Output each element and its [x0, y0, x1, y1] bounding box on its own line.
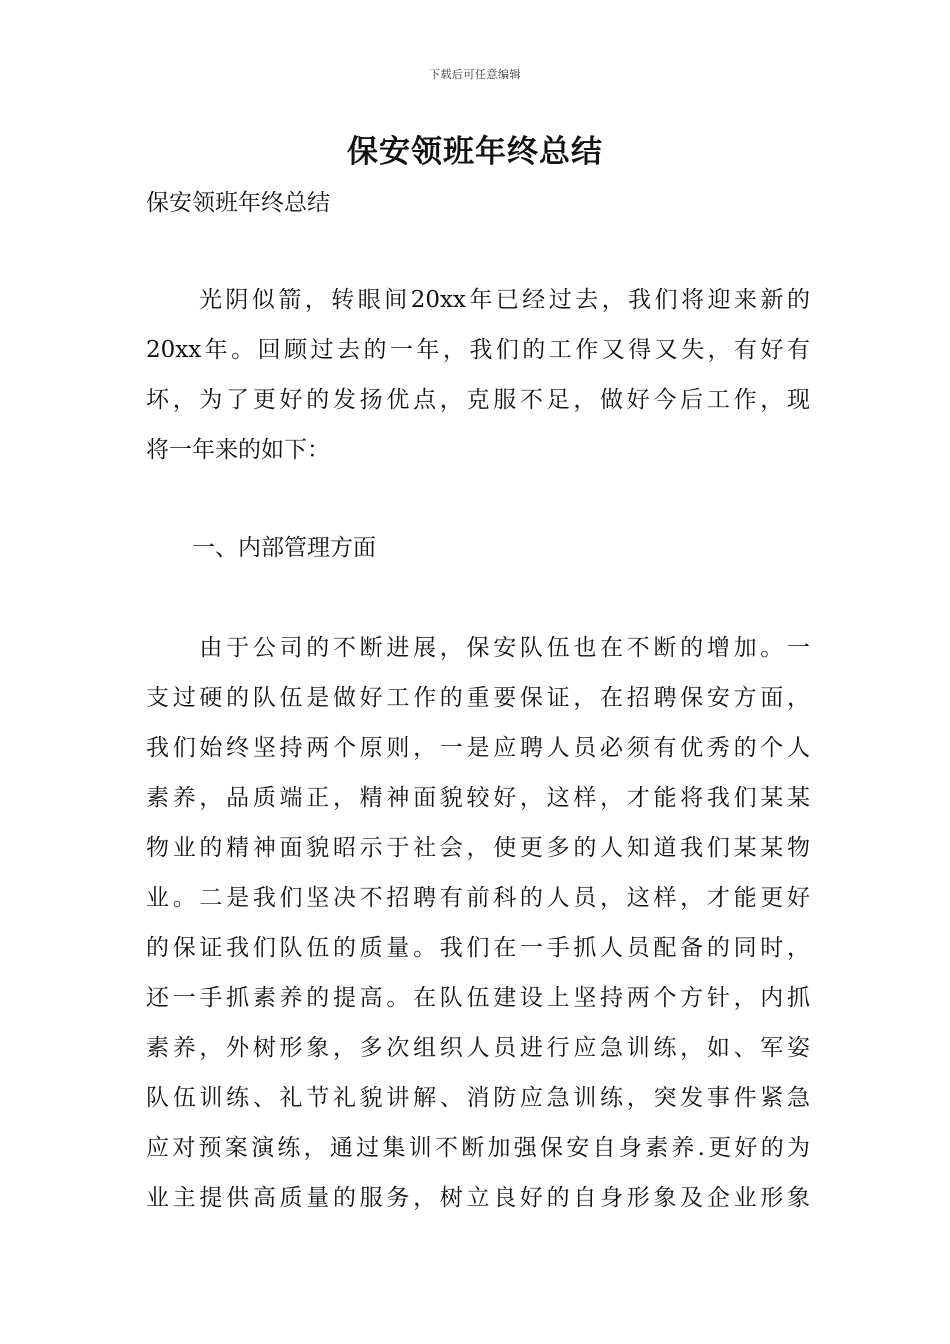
paragraph-line: 我们始终坚持两个原则，一是应聘人员必须有优秀的个人: [146, 735, 810, 761]
header-note: 下载后可任意编辑: [429, 68, 521, 81]
paragraph-intro: [146, 275, 810, 475]
paragraph-line: 支过硬的队伍是做好工作的重要保证，在招聘保安方面，: [146, 685, 810, 711]
paragraph-line: 坏，为了更好的发扬优点，克服不足，做好今后工作，现: [146, 387, 810, 413]
paragraph-line: 由于公司的不断进展，保安队伍也在不断的增加。一: [146, 635, 810, 661]
paragraph-line: 物业的精神面貌昭示于社会，使更多的人知道我们某某物: [146, 835, 810, 861]
paragraph-line: 业。二是我们坚决不招聘有前科的人员，这样，才能更好: [146, 885, 810, 911]
paragraph-line: 队伍训练、礼节礼貌讲解、消防应急训练，突发事件紧急: [146, 1085, 810, 1111]
paragraph-line: 业主提供高质量的服务，树立良好的自身形象及企业形象: [146, 1185, 810, 1211]
paragraph-line: 素养，外树形象，多次组织人员进行应急训练，如、军姿: [146, 1035, 810, 1061]
paragraph-line: 20xx年。回顾过去的一年，我们的工作又得又失，有好有: [146, 337, 810, 363]
paragraph-internal-management: [146, 623, 810, 1223]
paragraph-line: 素养，品质端正，精神面貌较好，这样，才能将我们某某: [146, 785, 810, 811]
document-subtitle: 保安领班年终总结: [146, 190, 330, 216]
paragraph-line: 将一年来的如下：: [146, 437, 330, 463]
paragraph-line: 应对预案演练，通过集训不断加强保安自身素养.更好的为: [146, 1135, 810, 1161]
section-heading: [146, 523, 810, 573]
paragraph-line: 还一手抓素养的提高。在队伍建设上坚持两个方针，内抓: [146, 985, 810, 1011]
paragraph-line: 的保证我们队伍的质量。我们在一手抓人员配备的同时，: [146, 935, 810, 961]
document-title: 保安领班年终总结: [347, 134, 603, 170]
paragraph-line: 光阴似箭，转眼间20xx年已经过去，我们将迎来新的: [146, 287, 810, 313]
section-heading-text: 一、内部管理方面: [146, 535, 376, 561]
